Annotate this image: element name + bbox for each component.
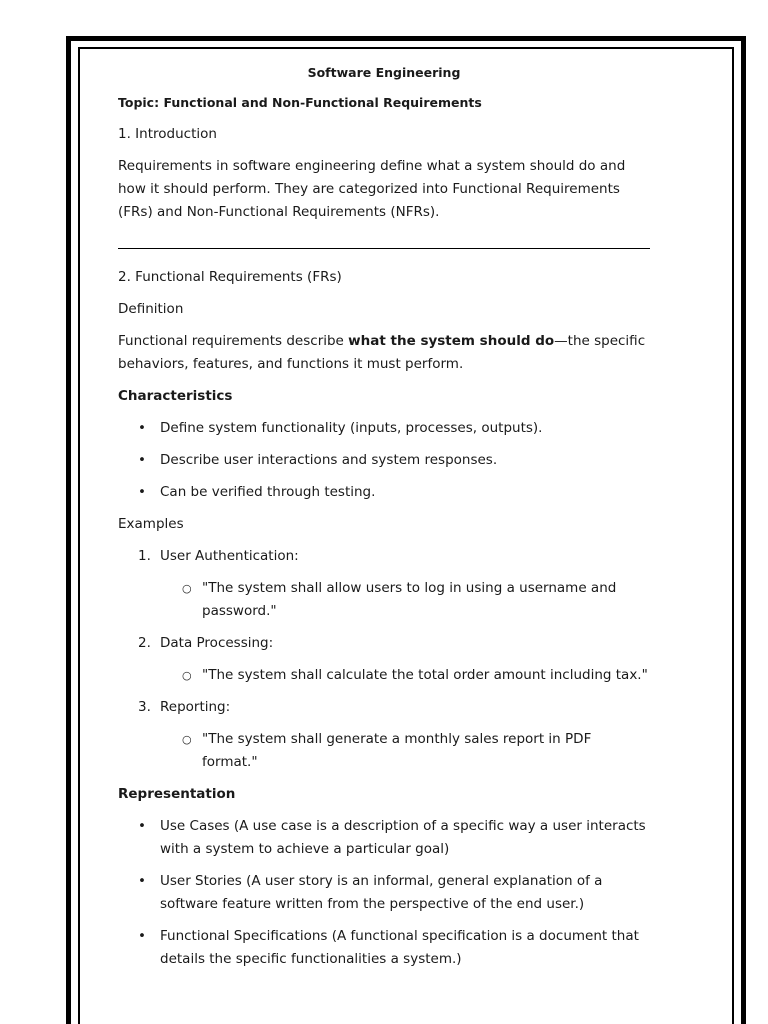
example-heading bbox=[118, 545, 650, 568]
list-item bbox=[118, 417, 650, 440]
definition-label: Definition bbox=[118, 301, 184, 317]
definition-text-end: —the specific behaviors, features, and functions it must perform. bbox=[118, 333, 646, 372]
example-detail bbox=[118, 728, 650, 774]
characteristics-list bbox=[118, 417, 650, 504]
example-item bbox=[118, 632, 650, 687]
bullet-icon: • bbox=[138, 420, 146, 436]
representation-label: Representation bbox=[118, 786, 236, 802]
example-detail-text: "The system shall generate a monthly sales report in PDF format." bbox=[202, 731, 592, 770]
list-item-text: User Stories (A user story is an informal, general explanation of a software feature written from the perspective of the end user.) bbox=[160, 873, 603, 912]
example-number: 1. bbox=[138, 548, 151, 564]
example-title: Data Processing: bbox=[160, 635, 274, 651]
hollow-bullet-icon: ○ bbox=[182, 733, 192, 746]
section-heading-introduction: 1. Introduction bbox=[118, 126, 217, 142]
examples-label: Examples bbox=[118, 516, 184, 532]
list-item-text: Can be verified through testing. bbox=[160, 484, 376, 500]
example-title: User Authentication: bbox=[160, 548, 299, 564]
examples-list bbox=[118, 545, 650, 774]
example-number: 3. bbox=[138, 699, 151, 715]
definition-paragraph bbox=[118, 330, 650, 376]
list-item-text: Define system functionality (inputs, processes, outputs). bbox=[160, 420, 543, 436]
hollow-bullet-icon: ○ bbox=[182, 669, 192, 682]
example-detail-text: "The system shall calculate the total order amount including tax." bbox=[202, 667, 648, 683]
document-topic: Topic: Functional and Non-Functional Requirements bbox=[118, 95, 482, 110]
bullet-icon: • bbox=[138, 452, 146, 468]
list-item-text: Describe user interactions and system responses. bbox=[160, 452, 498, 468]
list-item-text: Functional Specifications (A functional specification is a document that details the specific functionalities a system.) bbox=[160, 928, 639, 967]
example-detail-text: "The system shall allow users to log in using a username and password." bbox=[202, 580, 617, 619]
example-heading bbox=[118, 632, 650, 655]
horizontal-divider bbox=[118, 248, 650, 249]
list-item bbox=[118, 870, 650, 916]
representation-list bbox=[118, 815, 650, 971]
example-heading bbox=[118, 696, 650, 719]
definition-text-start: Functional requirements describe bbox=[118, 333, 349, 349]
list-item bbox=[118, 925, 650, 971]
list-item bbox=[118, 815, 650, 861]
example-detail bbox=[118, 577, 650, 623]
bullet-icon: • bbox=[138, 928, 146, 944]
section-heading-functional-requirements: 2. Functional Requirements (FRs) bbox=[118, 269, 342, 285]
example-number: 2. bbox=[138, 635, 151, 651]
bullet-icon: • bbox=[138, 818, 146, 834]
document-title: Software Engineering bbox=[307, 65, 461, 80]
list-item-text: Use Cases (A use case is a description of a specific way a user interacts with a system to achieve a particular goal) bbox=[160, 818, 646, 857]
bullet-icon: • bbox=[138, 873, 146, 889]
list-item bbox=[118, 449, 650, 472]
example-title: Reporting: bbox=[160, 699, 231, 715]
example-detail bbox=[118, 664, 650, 687]
list-item bbox=[118, 481, 650, 504]
definition-emphasis: what the system should do bbox=[348, 333, 555, 349]
example-item bbox=[118, 696, 650, 774]
introduction-paragraph: Requirements in software engineering define what a system should do and how it should perform. They are categorized into Functional Requirements (FRs) and Non-Functional Requirements (NFRs). bbox=[118, 158, 626, 220]
example-item bbox=[118, 545, 650, 623]
hollow-bullet-icon: ○ bbox=[182, 582, 192, 595]
characteristics-label: Characteristics bbox=[118, 388, 233, 404]
document-body bbox=[118, 62, 650, 980]
bullet-icon: • bbox=[138, 484, 146, 500]
